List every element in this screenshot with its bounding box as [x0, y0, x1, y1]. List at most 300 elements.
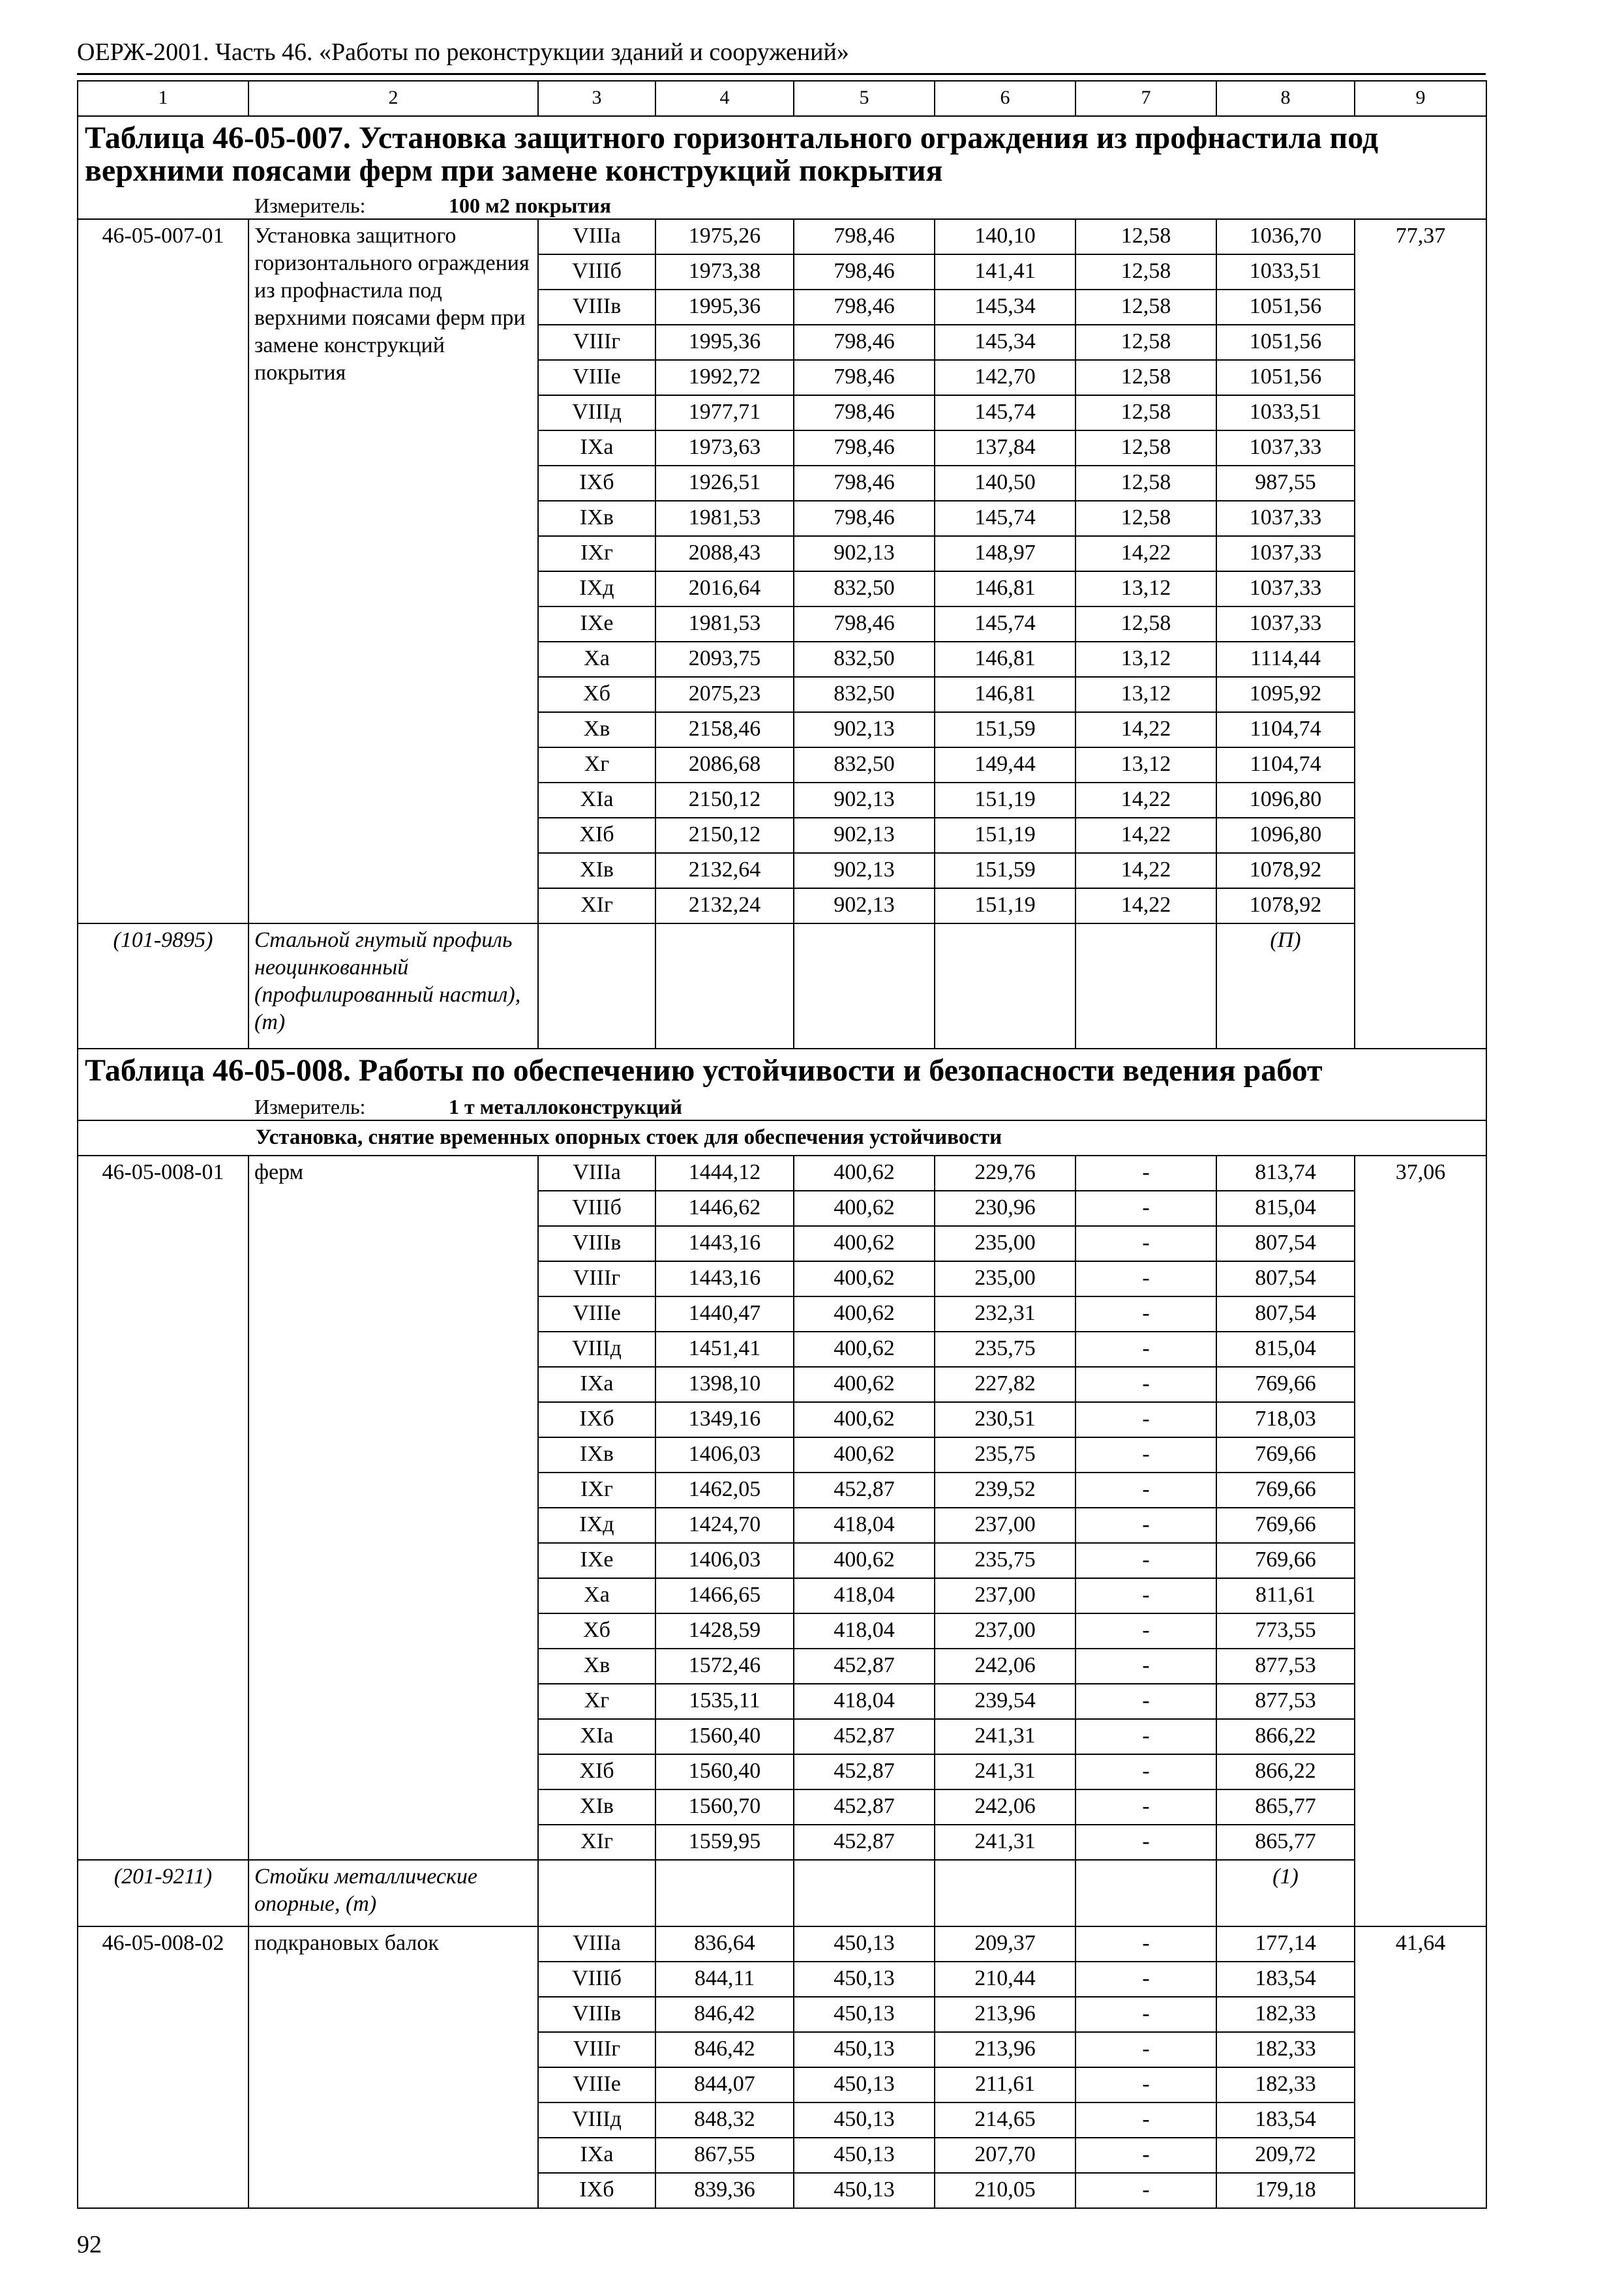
- empty-cell: [655, 923, 794, 1049]
- value-cell: 145,74: [935, 501, 1075, 536]
- value-cell: 718,03: [1216, 1402, 1355, 1437]
- value-cell: -: [1075, 1789, 1216, 1825]
- zone-cell: XIб: [538, 1754, 655, 1789]
- empty-cell: [935, 923, 1075, 1049]
- resource-code: (201-9211): [78, 1860, 248, 1926]
- value-cell: 179,18: [1216, 2173, 1355, 2208]
- value-cell: 235,75: [935, 1437, 1075, 1473]
- value-cell: 902,13: [794, 536, 935, 571]
- value-cell: 769,66: [1216, 1437, 1355, 1473]
- value-cell: 1981,53: [655, 606, 794, 642]
- value-cell: 450,13: [794, 2067, 935, 2102]
- value-cell: 1559,95: [655, 1825, 794, 1860]
- zone-cell: VIIIа: [538, 1156, 655, 1191]
- value-cell: 1037,33: [1216, 606, 1355, 642]
- value-cell: -: [1075, 1437, 1216, 1473]
- value-cell: 146,81: [935, 677, 1075, 712]
- zone-cell: VIIIг: [538, 1261, 655, 1296]
- table-row: [78, 1926, 1486, 1962]
- value-cell: 1981,53: [655, 501, 794, 536]
- value-cell: 866,22: [1216, 1719, 1355, 1754]
- zone-cell: IXб: [538, 1402, 655, 1437]
- value-cell: 241,31: [935, 1825, 1075, 1860]
- value-cell: 13,12: [1075, 571, 1216, 606]
- value-cell: 773,55: [1216, 1613, 1355, 1649]
- value-cell: 12,58: [1075, 254, 1216, 290]
- value-cell: 242,06: [935, 1649, 1075, 1684]
- value-cell: 149,44: [935, 747, 1075, 783]
- value-cell: 832,50: [794, 642, 935, 677]
- rate-code: 46-05-007-01: [78, 219, 248, 923]
- zone-cell: Xб: [538, 677, 655, 712]
- col9-value: 37,06: [1355, 1156, 1486, 1926]
- zone-cell: XIг: [538, 888, 655, 923]
- value-cell: 450,13: [794, 1997, 935, 2032]
- zone-cell: XIв: [538, 853, 655, 888]
- value-cell: 1977,71: [655, 395, 794, 430]
- value-cell: 1973,38: [655, 254, 794, 290]
- value-cell: -: [1075, 1261, 1216, 1296]
- value-cell: -: [1075, 1508, 1216, 1543]
- zone-cell: IXб: [538, 466, 655, 501]
- resource-qty: (П): [1216, 923, 1355, 1049]
- value-cell: 769,66: [1216, 1543, 1355, 1578]
- value-cell: 182,33: [1216, 1997, 1355, 2032]
- value-cell: -: [1075, 1191, 1216, 1226]
- zone-cell: VIIIе: [538, 360, 655, 395]
- resource-name: Стойки металлические опорные, (т): [248, 1860, 538, 1926]
- value-cell: 2075,23: [655, 677, 794, 712]
- value-cell: 12,58: [1075, 466, 1216, 501]
- value-cell: 1995,36: [655, 325, 794, 360]
- value-cell: 1973,63: [655, 430, 794, 466]
- work-description: подкрановых балок: [248, 1926, 538, 2208]
- value-cell: 807,54: [1216, 1296, 1355, 1332]
- zone-cell: IXг: [538, 536, 655, 571]
- value-cell: 1443,16: [655, 1226, 794, 1261]
- col9-value: 77,37: [1355, 219, 1486, 1049]
- value-cell: 227,82: [935, 1367, 1075, 1402]
- zone-cell: VIIIг: [538, 2032, 655, 2067]
- value-cell: 148,97: [935, 536, 1075, 571]
- value-cell: 142,70: [935, 360, 1075, 395]
- value-cell: 141,41: [935, 254, 1075, 290]
- value-cell: 1037,33: [1216, 571, 1355, 606]
- value-cell: 1104,74: [1216, 747, 1355, 783]
- value-cell: 1037,33: [1216, 501, 1355, 536]
- value-cell: 237,00: [935, 1508, 1075, 1543]
- value-cell: 145,34: [935, 290, 1075, 325]
- value-cell: -: [1075, 1997, 1216, 2032]
- value-cell: 2016,64: [655, 571, 794, 606]
- value-cell: 2132,64: [655, 853, 794, 888]
- value-cell: 235,00: [935, 1261, 1075, 1296]
- value-cell: 1560,40: [655, 1719, 794, 1754]
- value-cell: 1975,26: [655, 219, 794, 254]
- value-cell: 239,54: [935, 1684, 1075, 1719]
- value-cell: 400,62: [794, 1367, 935, 1402]
- value-cell: 798,46: [794, 254, 935, 290]
- work-description: Установка защитного горизонтального ограждения из профнастила под верхними поясами ферм при замене конструкций покрытия: [248, 219, 538, 923]
- value-cell: 14,22: [1075, 783, 1216, 818]
- value-cell: 798,46: [794, 606, 935, 642]
- value-cell: -: [1075, 2032, 1216, 2067]
- value-cell: 1037,33: [1216, 430, 1355, 466]
- value-cell: 209,72: [1216, 2138, 1355, 2173]
- value-cell: 798,46: [794, 395, 935, 430]
- value-cell: -: [1075, 1543, 1216, 1578]
- value-cell: 1095,92: [1216, 677, 1355, 712]
- value-cell: 14,22: [1075, 853, 1216, 888]
- meter-label: Измеритель:: [254, 194, 366, 217]
- value-cell: 151,19: [935, 818, 1075, 853]
- value-cell: 798,46: [794, 219, 935, 254]
- value-cell: 798,46: [794, 325, 935, 360]
- value-cell: 832,50: [794, 677, 935, 712]
- value-cell: 1033,51: [1216, 395, 1355, 430]
- value-cell: 400,62: [794, 1261, 935, 1296]
- value-cell: 902,13: [794, 818, 935, 853]
- value-cell: 1398,10: [655, 1367, 794, 1402]
- col-number: 4: [655, 81, 794, 116]
- zone-cell: VIIIа: [538, 1926, 655, 1962]
- value-cell: -: [1075, 1296, 1216, 1332]
- value-cell: 902,13: [794, 712, 935, 747]
- value-cell: 12,58: [1075, 219, 1216, 254]
- value-cell: 13,12: [1075, 677, 1216, 712]
- zone-cell: XIа: [538, 1719, 655, 1754]
- value-cell: -: [1075, 1473, 1216, 1508]
- value-cell: -: [1075, 1719, 1216, 1754]
- value-cell: 452,87: [794, 1719, 935, 1754]
- value-cell: 210,05: [935, 2173, 1075, 2208]
- value-cell: 1051,56: [1216, 360, 1355, 395]
- value-cell: 815,04: [1216, 1191, 1355, 1226]
- value-cell: 1466,65: [655, 1578, 794, 1613]
- value-cell: 844,11: [655, 1962, 794, 1997]
- value-cell: 418,04: [794, 1684, 935, 1719]
- value-cell: 14,22: [1075, 888, 1216, 923]
- table-title: Таблица 46-05-008. Работы по обеспечению устойчивости и безопасности ведения работ: [78, 1049, 1486, 1094]
- value-cell: 400,62: [794, 1226, 935, 1261]
- value-cell: 1462,05: [655, 1473, 794, 1508]
- value-cell: 14,22: [1075, 818, 1216, 853]
- zone-cell: Xв: [538, 1649, 655, 1684]
- value-cell: 1572,46: [655, 1649, 794, 1684]
- zone-cell: VIIIв: [538, 290, 655, 325]
- col-number: 3: [538, 81, 655, 116]
- page-number: 92: [77, 2231, 102, 2258]
- value-cell: 1443,16: [655, 1261, 794, 1296]
- value-cell: -: [1075, 1578, 1216, 1613]
- value-cell: 12,58: [1075, 430, 1216, 466]
- value-cell: 807,54: [1216, 1261, 1355, 1296]
- value-cell: -: [1075, 1926, 1216, 1962]
- value-cell: 450,13: [794, 2173, 935, 2208]
- value-cell: 1428,59: [655, 1613, 794, 1649]
- zone-cell: VIIIб: [538, 1191, 655, 1226]
- value-cell: 798,46: [794, 360, 935, 395]
- value-cell: 798,46: [794, 430, 935, 466]
- value-cell: 12,58: [1075, 360, 1216, 395]
- zone-cell: Xг: [538, 747, 655, 783]
- resource-qty: (1): [1216, 1860, 1355, 1926]
- value-cell: 239,52: [935, 1473, 1075, 1508]
- value-cell: 798,46: [794, 466, 935, 501]
- value-cell: 1560,70: [655, 1789, 794, 1825]
- value-cell: -: [1075, 1367, 1216, 1402]
- value-cell: 145,74: [935, 395, 1075, 430]
- rates-table: [77, 80, 1487, 2209]
- value-cell: 235,75: [935, 1332, 1075, 1367]
- value-cell: 1033,51: [1216, 254, 1355, 290]
- zone-cell: Xг: [538, 1684, 655, 1719]
- value-cell: 1096,80: [1216, 783, 1355, 818]
- header-rule: [77, 73, 1486, 75]
- value-cell: 13,12: [1075, 642, 1216, 677]
- value-cell: 235,75: [935, 1543, 1075, 1578]
- table-row: [78, 1156, 1486, 1191]
- empty-cell: [935, 1860, 1075, 1926]
- value-cell: 1037,33: [1216, 536, 1355, 571]
- value-cell: 183,54: [1216, 1962, 1355, 1997]
- work-description: ферм: [248, 1156, 538, 1860]
- zone-cell: IXд: [538, 1508, 655, 1543]
- zone-cell: VIIIб: [538, 254, 655, 290]
- zone-cell: IXв: [538, 501, 655, 536]
- zone-cell: IXа: [538, 430, 655, 466]
- value-cell: 987,55: [1216, 466, 1355, 501]
- value-cell: 865,77: [1216, 1825, 1355, 1860]
- value-cell: 1444,12: [655, 1156, 794, 1191]
- zone-cell: IXг: [538, 1473, 655, 1508]
- zone-cell: VIIIе: [538, 1296, 655, 1332]
- value-cell: 242,06: [935, 1789, 1075, 1825]
- value-cell: 846,42: [655, 1997, 794, 2032]
- value-cell: 1051,56: [1216, 325, 1355, 360]
- zone-cell: XIб: [538, 818, 655, 853]
- value-cell: 146,81: [935, 642, 1075, 677]
- value-cell: 237,00: [935, 1578, 1075, 1613]
- value-cell: 452,87: [794, 1649, 935, 1684]
- value-cell: 902,13: [794, 783, 935, 818]
- value-cell: 1104,74: [1216, 712, 1355, 747]
- col-number: 9: [1355, 81, 1486, 116]
- value-cell: 1114,44: [1216, 642, 1355, 677]
- value-cell: 1078,92: [1216, 888, 1355, 923]
- value-cell: 400,62: [794, 1156, 935, 1191]
- value-cell: 232,31: [935, 1296, 1075, 1332]
- zone-cell: VIIIг: [538, 325, 655, 360]
- zone-cell: XIг: [538, 1825, 655, 1860]
- value-cell: 1349,16: [655, 1402, 794, 1437]
- col-number: 1: [78, 81, 248, 116]
- value-cell: 1096,80: [1216, 818, 1355, 853]
- value-cell: 877,53: [1216, 1684, 1355, 1719]
- value-cell: 450,13: [794, 2032, 935, 2067]
- value-cell: 839,36: [655, 2173, 794, 2208]
- value-cell: 177,14: [1216, 1926, 1355, 1962]
- zone-cell: XIа: [538, 783, 655, 818]
- value-cell: 151,59: [935, 712, 1075, 747]
- value-cell: 140,10: [935, 219, 1075, 254]
- value-cell: 400,62: [794, 1191, 935, 1226]
- value-cell: 400,62: [794, 1296, 935, 1332]
- value-cell: 1995,36: [655, 290, 794, 325]
- zone-cell: IXе: [538, 1543, 655, 1578]
- value-cell: 211,61: [935, 2067, 1075, 2102]
- value-cell: 769,66: [1216, 1367, 1355, 1402]
- zone-cell: XIв: [538, 1789, 655, 1825]
- value-cell: 846,42: [655, 2032, 794, 2067]
- value-cell: 769,66: [1216, 1508, 1355, 1543]
- value-cell: -: [1075, 1962, 1216, 1997]
- value-cell: 866,22: [1216, 1754, 1355, 1789]
- running-header: ОЕРЖ-2001. Часть 46. «Работы по реконструкции зданий и сооружений»: [77, 38, 849, 66]
- zone-cell: IXе: [538, 606, 655, 642]
- zone-cell: IXд: [538, 571, 655, 606]
- value-cell: -: [1075, 1402, 1216, 1437]
- value-cell: 1078,92: [1216, 853, 1355, 888]
- empty-cell: [794, 1860, 935, 1926]
- table-row: [78, 219, 1486, 254]
- value-cell: 844,07: [655, 2067, 794, 2102]
- value-cell: -: [1075, 1754, 1216, 1789]
- value-cell: 146,81: [935, 571, 1075, 606]
- value-cell: -: [1075, 1613, 1216, 1649]
- value-cell: 1560,40: [655, 1754, 794, 1789]
- value-cell: 2158,46: [655, 712, 794, 747]
- zone-cell: VIIIа: [538, 219, 655, 254]
- zone-cell: VIIIв: [538, 1997, 655, 2032]
- value-cell: 229,76: [935, 1156, 1075, 1191]
- value-cell: -: [1075, 1226, 1216, 1261]
- zone-cell: IXа: [538, 2138, 655, 2173]
- value-cell: 400,62: [794, 1332, 935, 1367]
- value-cell: 815,04: [1216, 1332, 1355, 1367]
- value-cell: 450,13: [794, 1926, 935, 1962]
- value-cell: 137,84: [935, 430, 1075, 466]
- value-cell: 450,13: [794, 2102, 935, 2138]
- value-cell: 14,22: [1075, 536, 1216, 571]
- value-cell: 230,96: [935, 1191, 1075, 1226]
- value-cell: 867,55: [655, 2138, 794, 2173]
- value-cell: 798,46: [794, 290, 935, 325]
- value-cell: 182,33: [1216, 2032, 1355, 2067]
- value-cell: 2150,12: [655, 783, 794, 818]
- value-cell: 452,87: [794, 1473, 935, 1508]
- rate-code: 46-05-008-01: [78, 1156, 248, 1860]
- value-cell: 1992,72: [655, 360, 794, 395]
- zone-cell: IXб: [538, 2173, 655, 2208]
- value-cell: -: [1075, 2067, 1216, 2102]
- value-cell: -: [1075, 2173, 1216, 2208]
- column-number-row: [78, 81, 1486, 116]
- rate-code: 46-05-008-02: [78, 1926, 248, 2208]
- meter-value: 1 т металлоконструкций: [449, 1095, 682, 1118]
- value-cell: 450,13: [794, 1962, 935, 1997]
- value-cell: 1424,70: [655, 1508, 794, 1543]
- value-cell: 230,51: [935, 1402, 1075, 1437]
- value-cell: 12,58: [1075, 290, 1216, 325]
- value-cell: -: [1075, 1684, 1216, 1719]
- resource-row: [78, 1860, 1486, 1926]
- zone-cell: Xб: [538, 1613, 655, 1649]
- empty-cell: [794, 923, 935, 1049]
- value-cell: 400,62: [794, 1543, 935, 1578]
- value-cell: -: [1075, 2138, 1216, 2173]
- value-cell: 1535,11: [655, 1684, 794, 1719]
- value-cell: 452,87: [794, 1825, 935, 1860]
- col-number: 8: [1216, 81, 1355, 116]
- value-cell: 418,04: [794, 1613, 935, 1649]
- zone-cell: IXв: [538, 1437, 655, 1473]
- resource-name: Стальной гнутый профиль неоцинкованный (профилированный настил), (т): [248, 923, 538, 1049]
- value-cell: 2150,12: [655, 818, 794, 853]
- value-cell: 235,00: [935, 1226, 1075, 1261]
- value-cell: 1440,47: [655, 1296, 794, 1332]
- value-cell: 237,00: [935, 1613, 1075, 1649]
- col9-value: 41,64: [1355, 1926, 1486, 2208]
- value-cell: -: [1075, 1332, 1216, 1367]
- empty-cell: [1075, 923, 1216, 1049]
- value-cell: 1446,62: [655, 1191, 794, 1226]
- value-cell: 2093,75: [655, 642, 794, 677]
- empty-cell: [538, 1860, 655, 1926]
- zone-cell: VIIIд: [538, 2102, 655, 2138]
- value-cell: -: [1075, 1825, 1216, 1860]
- zone-cell: VIIIд: [538, 1332, 655, 1367]
- value-cell: 209,37: [935, 1926, 1075, 1962]
- value-cell: 848,32: [655, 2102, 794, 2138]
- resource-code: (101-9895): [78, 923, 248, 1049]
- value-cell: 877,53: [1216, 1649, 1355, 1684]
- col-number: 5: [794, 81, 935, 116]
- value-cell: 145,34: [935, 325, 1075, 360]
- value-cell: 182,33: [1216, 2067, 1355, 2102]
- empty-cell: [655, 1860, 794, 1926]
- value-cell: 210,44: [935, 1962, 1075, 1997]
- value-cell: 400,62: [794, 1402, 935, 1437]
- value-cell: 452,87: [794, 1754, 935, 1789]
- value-cell: 836,64: [655, 1926, 794, 1962]
- value-cell: 811,61: [1216, 1578, 1355, 1613]
- value-cell: 151,19: [935, 888, 1075, 923]
- value-cell: 241,31: [935, 1754, 1075, 1789]
- value-cell: 145,74: [935, 606, 1075, 642]
- value-cell: -: [1075, 1156, 1216, 1191]
- col-number: 7: [1075, 81, 1216, 116]
- value-cell: 400,62: [794, 1437, 935, 1473]
- col-number: 6: [935, 81, 1075, 116]
- value-cell: 418,04: [794, 1578, 935, 1613]
- value-cell: 832,50: [794, 571, 935, 606]
- value-cell: 1406,03: [655, 1543, 794, 1578]
- zone-cell: VIIIб: [538, 1962, 655, 1997]
- zone-cell: VIIIе: [538, 2067, 655, 2102]
- value-cell: 12,58: [1075, 606, 1216, 642]
- value-cell: 807,54: [1216, 1226, 1355, 1261]
- value-cell: 140,50: [935, 466, 1075, 501]
- zone-cell: Xа: [538, 642, 655, 677]
- value-cell: 2088,43: [655, 536, 794, 571]
- value-cell: 1451,41: [655, 1332, 794, 1367]
- value-cell: -: [1075, 2102, 1216, 2138]
- value-cell: 418,04: [794, 1508, 935, 1543]
- value-cell: 1051,56: [1216, 290, 1355, 325]
- meter-value: 100 м2 покрытия: [449, 194, 611, 217]
- value-cell: 241,31: [935, 1719, 1075, 1754]
